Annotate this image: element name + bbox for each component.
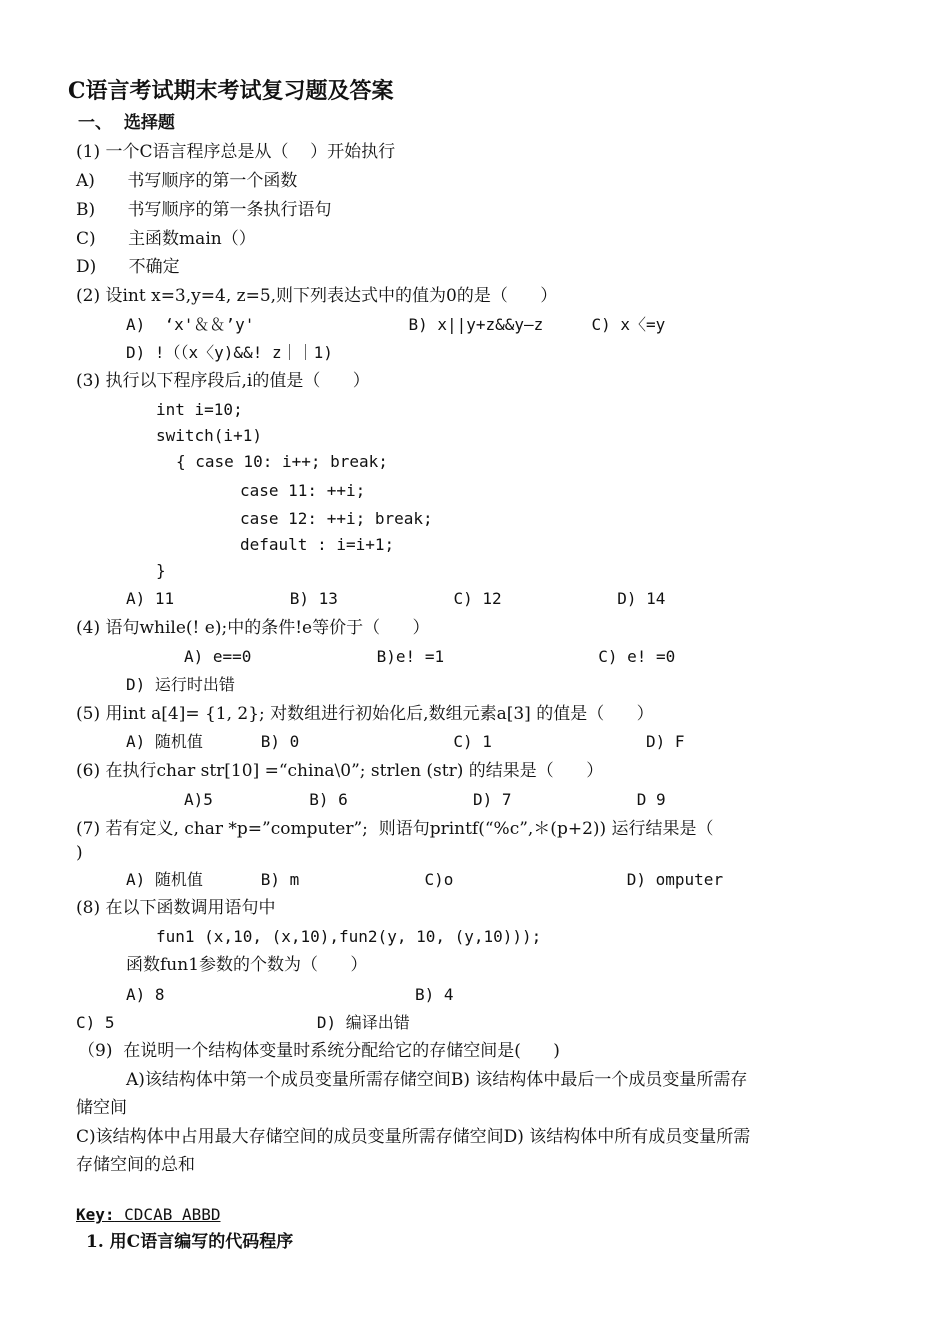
answer-key-value: CDCAB ABBD — [114, 1205, 221, 1224]
answer-key-label: Key: — [76, 1205, 115, 1224]
q5-options: A) 随机值 B) 0 C) 1 D) F — [126, 732, 685, 751]
answer-key — [76, 1204, 221, 1226]
q1-option-b: B) 书写顺序的第一条执行语句 — [76, 200, 332, 220]
q1-option-d: D) 不确定 — [76, 257, 180, 277]
q1-option-c: C) 主函数main（） — [76, 229, 256, 249]
question-8-stem: (8) 在以下函数调用语句中 — [76, 898, 276, 918]
q9-options-line4: 存储空间的总和 — [76, 1155, 195, 1175]
code-line: switch(i+1) — [156, 426, 262, 445]
q3-options: A) 11 B) 13 C) 12 D) 14 — [126, 589, 666, 608]
question-3-stem: (3) 执行以下程序段后,i的值是（ ） — [76, 371, 370, 391]
code-line: default : i=i+1; — [240, 535, 395, 554]
q2-options-row2: D) !（（x〈y)&&! z｜｜1) — [126, 343, 333, 362]
question-2-stem: (2) 设int x=3,y=4, z=5,则下列表达式中的值为0的是（ ） — [76, 286, 558, 306]
q8-options-row1: A) 8 B) 4 — [126, 985, 454, 1004]
q9-options-line1: A)该结构体中第一个成员变量所需存储空间B) 该结构体中最后一个成员变量所需存 — [126, 1070, 748, 1090]
q9-options-line2: 储空间 — [76, 1098, 127, 1118]
code-line: fun1 (x,10, (x,10),fun2(y, 10, (y,10))); — [156, 927, 542, 946]
code-line: case 12: ++i; break; — [240, 509, 433, 528]
question-4-stem: (4) 语句while(! e);中的条件!e等价于（ ） — [76, 618, 430, 638]
q1-option-a: A) 书写顺序的第一个函数 — [76, 171, 298, 191]
code-line: } — [156, 561, 166, 580]
question-5-stem: (5) 用int a[4]= {1, 2}; 对数组进行初始化后,数组元素a[3] 的值是（ ） — [76, 704, 654, 724]
q4-options: A) e==0 B)e! =1 C) e! =0 — [184, 647, 676, 666]
question-6-stem: (6) 在执行char str[10] =“china\0”; strlen (str) 的结果是（ ） — [76, 761, 604, 781]
q2-options-row1: A) ‘x'＆＆’y' B) x||y+z&&y—z C) x〈=y — [126, 315, 666, 334]
page-title: C语言考试期末考试复习题及答案 — [68, 78, 394, 104]
code-line: int i=10; — [156, 400, 243, 419]
q8-options-row2: C) 5 D) 编译出错 — [76, 1013, 410, 1032]
question-7-stem-cont: ) — [76, 843, 83, 863]
question-1-stem: (1) 一个C语言程序总是从（ ）开始执行 — [76, 142, 396, 162]
q9-options-line3: C)该结构体中占用最大存储空间的成员变量所需存储空间D) 该结构体中所有成员变量所需 — [76, 1127, 751, 1147]
q6-options: A)5 B) 6 D) 7 D 9 — [184, 790, 666, 809]
section-heading-2: 1. 用C语言编写的代码程序 — [86, 1232, 294, 1252]
code-line: case 11: ++i; — [240, 481, 366, 500]
question-7-stem: (7) 若有定义, char *p=”computer”; 则语句printf(“%c”,＊(p+2)) 运行结果是（ — [76, 819, 714, 839]
q8-subquestion: 函数fun1参数的个数为（ ） — [126, 955, 368, 975]
section-heading: 一、 选择题 — [78, 113, 175, 133]
q4-option-d: D) 运行时出错 — [126, 675, 235, 694]
q7-options: A) 随机值 B) m C)o D) omputer — [126, 870, 724, 889]
code-line: { case 10: i++; break; — [176, 452, 388, 471]
question-9-stem: （9) 在说明一个结构体变量时系统分配给它的存储空间是( ) — [78, 1041, 560, 1061]
